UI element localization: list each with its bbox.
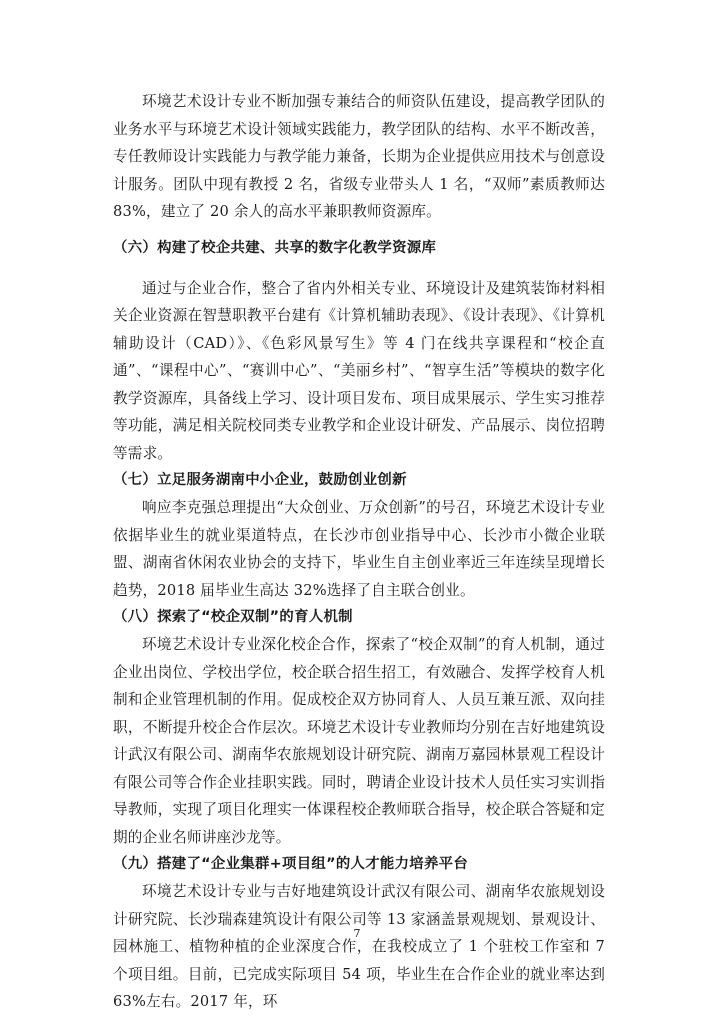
paragraph-enterprise-cluster: 环境艺术设计专业与吉好地建筑设计武汉有限公司、湖南华农旅规划设计研究院、长沙瑞森建筑设计有限公司等 13 家涵盖景观规划、景观设计、园林施工、植物种植的企业深度合作，在我校成立了 1 个驻校工作室和 7 个项目组。目前，已完成实际项目 54 项，毕业生在合作企业的就业率达到 63%左右。2017 年，环 (113, 883, 605, 1010)
paragraph-entrepreneurship: 响应李克强总理提出“大众创业、万众创新”的号召，环境艺术设计专业依据毕业生的就业渠道特点，在长沙市创业指导中心、长沙市小微企业联盟、湖南省休闲农业协会的支持下，毕业生自主创业率近三年连续呈现增长趋势，2018 届毕业生高达 32%选择了自主联合创业。 (113, 499, 605, 599)
paragraph-dual-system: 环境艺术设计专业深化校企合作，探索了“校企双制”的育人机制，通过企业出岗位、学校出学位，校企联合招生招工，有效融合、发挥学校育人机制和企业管理机制的作用。促成校企双方协同育人、人员互兼互派、双向挂职，不断提升校企合作层次。环境艺术设计专业教师均分别在吉好地建筑设计武汉有限公司、湖南华农旅规划设计研究院、湖南万嘉园林景观工程设计有限公司等合作企业挂职实践。同时，聘请企业设计技术人员任实习实训指导教师，实现了项目化理实一体课程校企教师联合指导，校企联合答疑和定期的企业名师讲座沙龙等。 (113, 636, 605, 846)
page-number: 7 (353, 927, 361, 940)
heading-section-7: （七）立足服务湖南中小企业，鼓励创业创新 (113, 472, 407, 488)
paragraph-faculty-team: 环境艺术设计专业不断加强专兼结合的师资队伍建设，提高教学团队的业务水平与环境艺术设计领域实践能力，教学团队的结构、水平不断改善，专任教师设计实践能力与教学能力兼备，长期为企业提供应用技术与创意设计服务。团队中现有教授 2 名，省级专业带头人 1 名，“双师”素质教师达 83%，建立了 20 余人的高水平兼职教师资源库。 (113, 93, 605, 220)
document-body (113, 88, 605, 1016)
heading-section-6: （六）构建了校企共建、共享的数字化教学资源库 (113, 239, 437, 256)
heading-section-9: （九）搭建了“企业集群+项目组”的人才能力培养平台 (113, 856, 469, 872)
paragraph-digital-resources: 通过与企业合作，整合了省内外相关专业、环境设计及建筑装饰材料相关企业资源在智慧职教平台建有《计算机辅助表现》、《设计表现》、《计算机辅助设计（CAD）》、《色彩风景写生》等 4 门在线共享课程和“校企直通”、“课程中心”、“赛训中心”、“美丽乡村”、“智享生活”等模块的数字化教学资源库，具备线上学习、设计项目发布、项目成果展示、学生实习推荐等功能，满足相关院校同类专业教学和企业设计研发、产品展示、岗位招聘等需求。 (113, 279, 605, 462)
heading-section-8: （八）探索了“校企双制”的育人机制 (113, 609, 353, 625)
